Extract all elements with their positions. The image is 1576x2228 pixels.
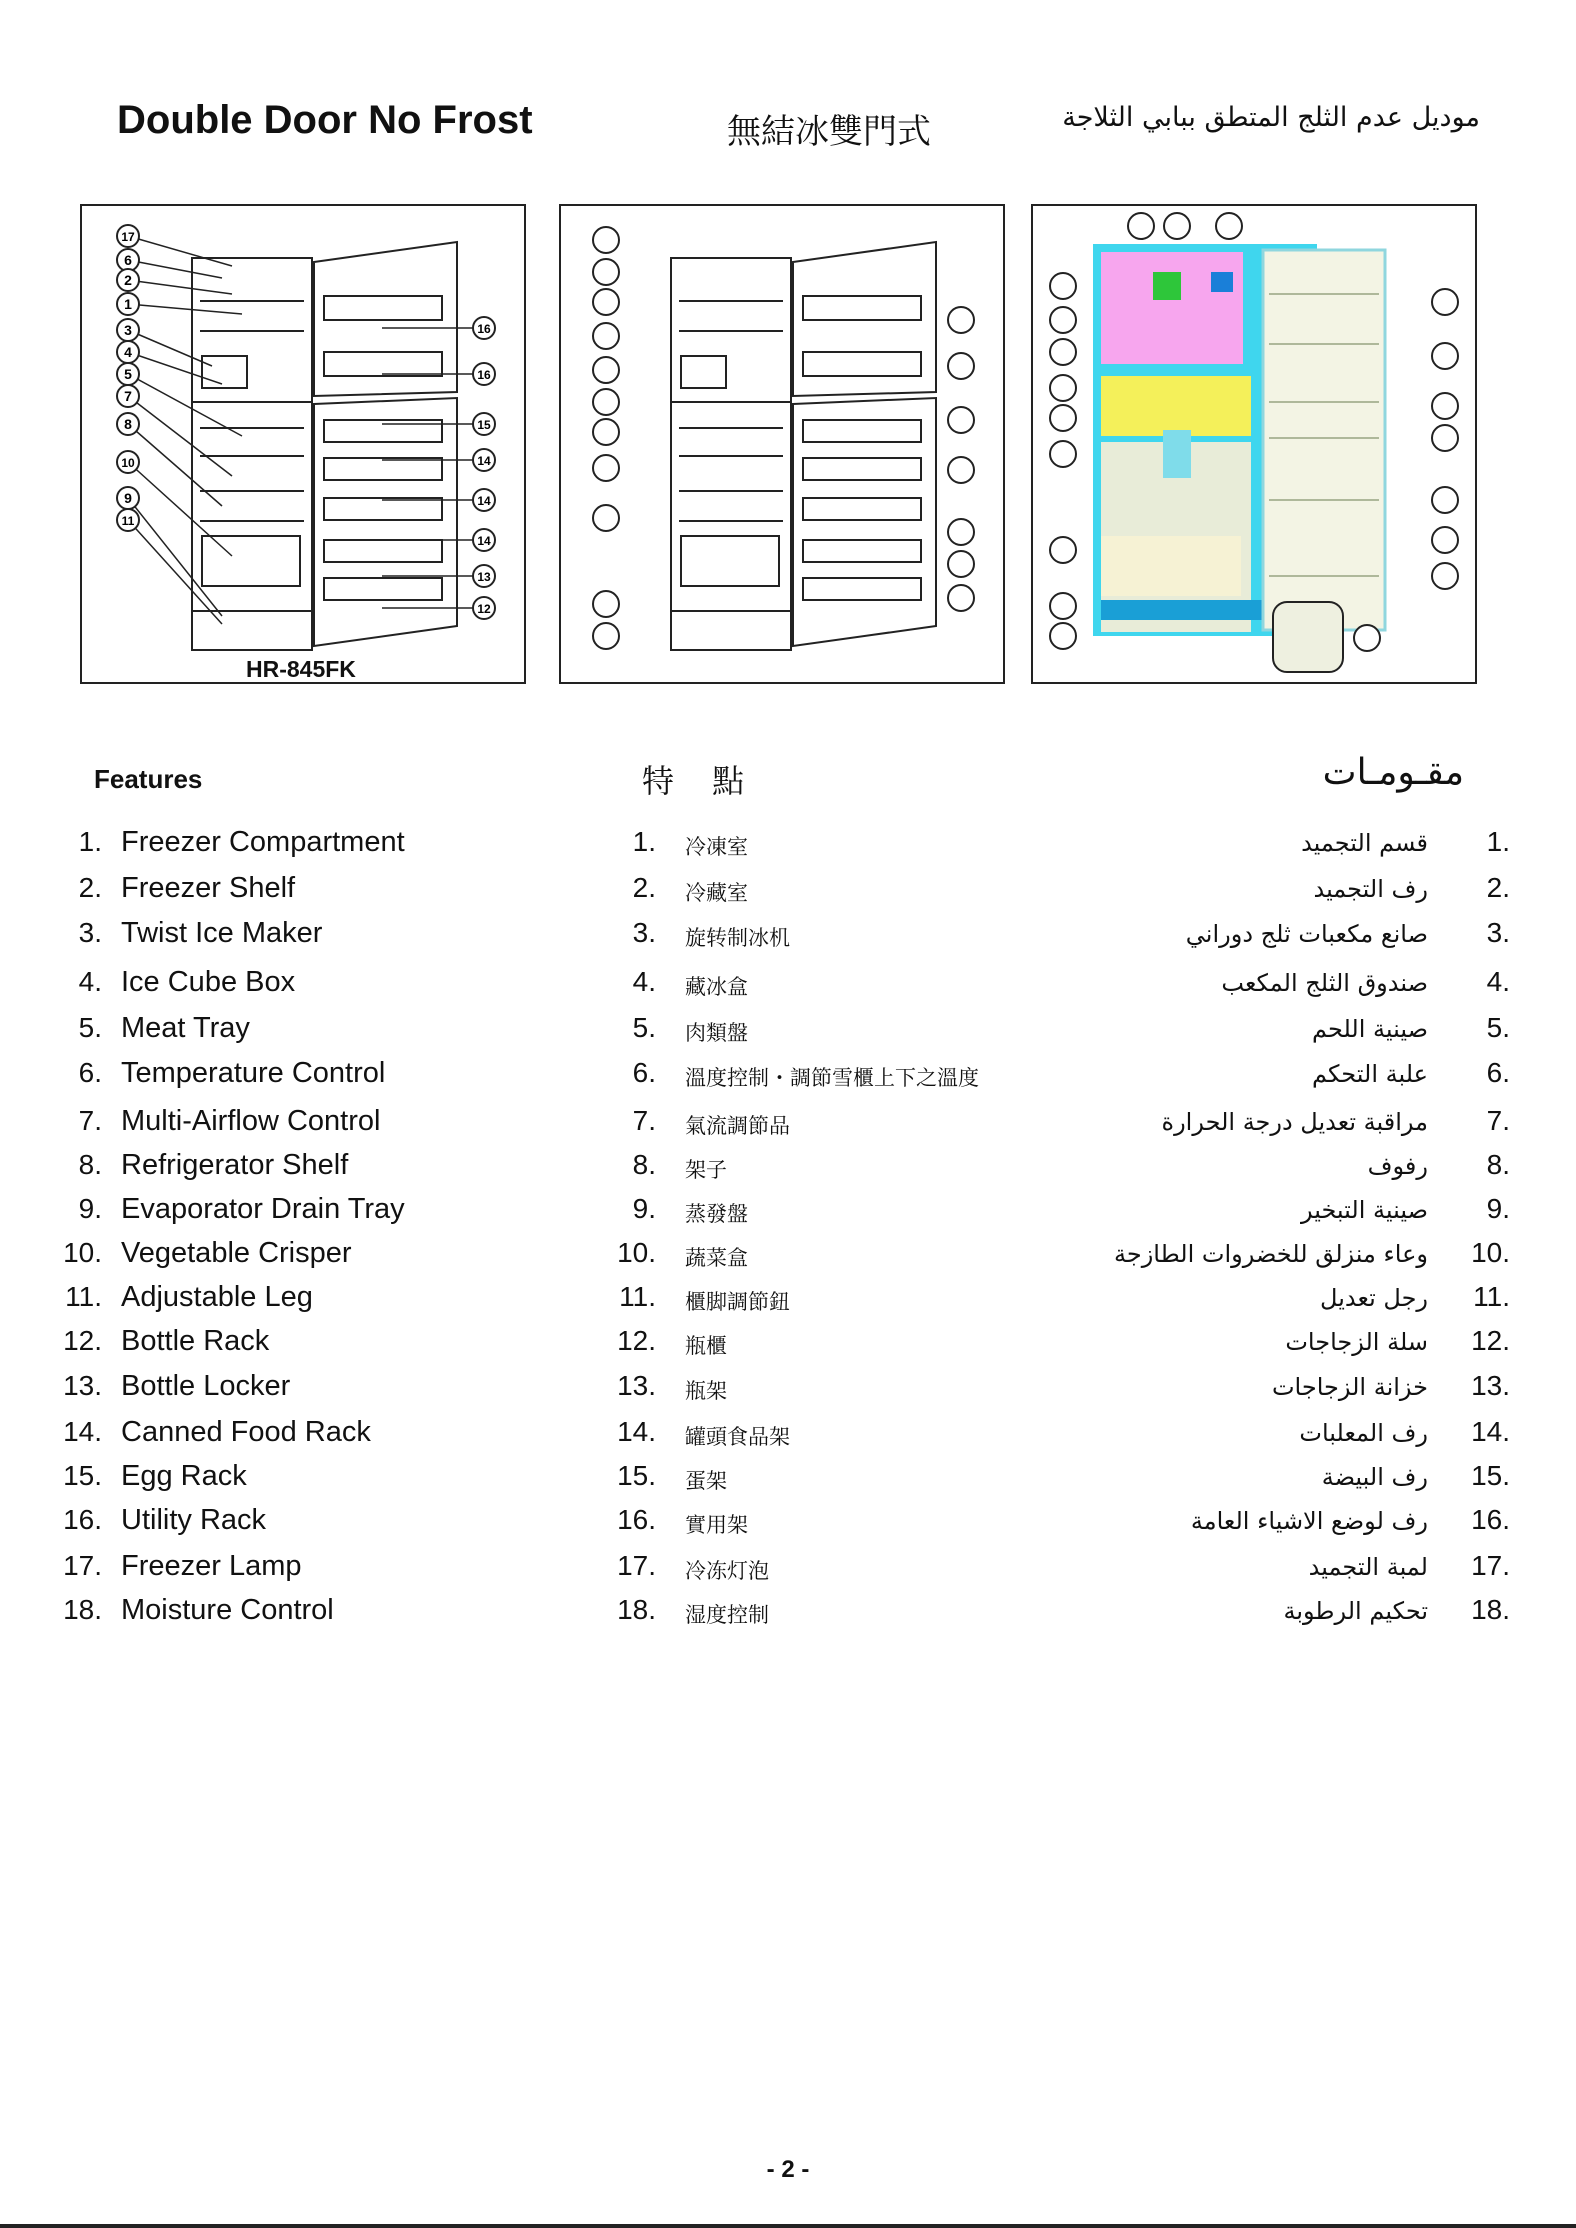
callout-leader	[128, 374, 242, 436]
feature-number-zh: 5.	[632, 1012, 656, 1043]
feature-name-en: Bottle Rack	[121, 1325, 270, 1357]
feature-number-zh: 12.	[617, 1325, 656, 1356]
feature-name-ar: قسم التجميد	[1301, 829, 1428, 857]
callout-number: 7	[124, 388, 132, 404]
callout-leader	[128, 304, 242, 314]
fridge-line-drawing	[82, 206, 526, 684]
feature-row	[0, 1237, 1576, 1277]
feature-number-ar: 9.	[1486, 1193, 1510, 1224]
feature-number-ar: 15.	[1471, 1460, 1510, 1491]
feature-row	[0, 1012, 1576, 1052]
feature-number-en: 3.	[78, 917, 102, 948]
callout-number: 11	[121, 514, 135, 528]
feature-name-zh: 瓶架	[685, 1379, 727, 1403]
feature-name-ar: وعاء منزلق للخضروات الطازجة	[1114, 1240, 1428, 1268]
feature-name-ar: صينية اللحم	[1312, 1015, 1428, 1043]
callout-number: 2	[124, 272, 132, 288]
callout-number: 3	[124, 322, 132, 338]
feature-number-zh: 2.	[632, 872, 656, 903]
callout-leader	[128, 498, 222, 616]
callout-leader	[128, 280, 232, 294]
feature-name-zh: 冷凍室	[685, 835, 748, 859]
callout-number: 14	[477, 494, 491, 508]
feature-number-zh: 8.	[632, 1149, 656, 1180]
callout-leader	[128, 236, 232, 266]
feature-number-ar: 2.	[1486, 872, 1510, 903]
feature-name-ar: رف لوضع الاشياء العامة	[1190, 1507, 1428, 1535]
feature-row	[0, 1325, 1576, 1365]
callout-leader	[128, 330, 212, 366]
feature-name-ar: علبة التحكم	[1312, 1060, 1428, 1088]
feature-number-ar: 14.	[1471, 1416, 1510, 1447]
callout-leader	[128, 462, 232, 556]
feature-name-zh: 瓶櫃	[685, 1334, 727, 1358]
feature-name-en: Refrigerator Shelf	[121, 1149, 349, 1181]
fridge-blank-callouts	[561, 206, 1005, 684]
feature-name-en: Adjustable Leg	[121, 1281, 313, 1313]
feature-number-zh: 1.	[632, 826, 656, 857]
feature-number-zh: 3.	[632, 917, 656, 948]
feature-number-zh: 15.	[617, 1460, 656, 1491]
feature-name-ar: رف المعلبات	[1299, 1419, 1428, 1447]
feature-number-en: 14.	[63, 1416, 102, 1447]
feature-number-zh: 4.	[632, 966, 656, 997]
feature-number-en: 16.	[63, 1504, 102, 1535]
feature-number-en: 13.	[63, 1370, 102, 1401]
feature-number-en: 2.	[78, 872, 102, 903]
callout-number: 15	[477, 418, 491, 432]
feature-number-zh: 16.	[617, 1504, 656, 1535]
fridge-colour-drawing	[1033, 206, 1477, 684]
feature-name-en: Freezer Shelf	[121, 872, 296, 904]
title-english: Double Door No Frost	[117, 98, 533, 142]
feature-name-zh: 旋转制冰机	[685, 926, 790, 950]
feature-number-en: 7.	[78, 1105, 102, 1136]
feature-row	[0, 1416, 1576, 1456]
feature-number-zh: 11.	[619, 1281, 656, 1312]
feature-number-zh: 17.	[617, 1550, 656, 1581]
page-bottom-rule	[0, 2224, 1576, 2228]
feature-name-zh: 湿度控制	[685, 1603, 769, 1627]
feature-row	[0, 1149, 1576, 1189]
feature-name-en: Bottle Locker	[121, 1370, 291, 1402]
feature-name-ar: تحكيم الرطوبة	[1283, 1597, 1428, 1625]
callout-number: 9	[124, 490, 132, 506]
callout-number: 6	[124, 252, 132, 268]
callout-number: 12	[477, 602, 491, 616]
feature-number-ar: 6.	[1486, 1057, 1510, 1088]
feature-number-en: 18.	[63, 1594, 102, 1625]
feature-number-en: 15.	[63, 1460, 102, 1491]
callout-number: 14	[477, 454, 491, 468]
features-heading-ar: مقـومـات	[1322, 752, 1464, 793]
feature-number-en: 11.	[65, 1281, 102, 1312]
feature-row	[0, 1504, 1576, 1544]
feature-name-zh: 架子	[685, 1158, 727, 1182]
feature-name-zh: 蔬菜盒	[685, 1246, 748, 1270]
feature-name-ar: صندوق الثلج المكعب	[1221, 969, 1428, 997]
feature-number-ar: 16.	[1471, 1504, 1510, 1535]
feature-number-en: 1.	[78, 826, 102, 857]
feature-name-zh: 罐頭食品架	[685, 1425, 790, 1449]
feature-number-zh: 7.	[632, 1105, 656, 1136]
callout-number: 16	[477, 368, 491, 382]
feature-name-ar: رف البيضة	[1321, 1463, 1428, 1491]
feature-name-zh: 櫃脚調節鈕	[685, 1290, 790, 1314]
feature-name-en: Egg Rack	[121, 1460, 247, 1492]
feature-number-en: 17.	[63, 1550, 102, 1581]
feature-name-en: Evaporator Drain Tray	[121, 1193, 405, 1225]
diagram-panel-colour	[1031, 204, 1477, 684]
feature-name-zh: 實用架	[685, 1513, 748, 1537]
feature-row	[0, 1460, 1576, 1500]
feature-name-ar: سلة الزجاجات	[1285, 1328, 1428, 1356]
callout-number: 14	[477, 534, 491, 548]
feature-row	[0, 1105, 1576, 1145]
feature-row	[0, 826, 1576, 866]
title-arabic: موديل عدم الثلج المتطق ببابي الثلاجة	[1062, 102, 1480, 133]
feature-name-zh: 蛋架	[685, 1469, 727, 1493]
feature-number-ar: 11.	[1473, 1281, 1510, 1312]
feature-name-zh: 溫度控制・調節雪櫃上下之溫度	[685, 1066, 979, 1090]
feature-name-ar: مراقبة تعديل درجة الحرارة	[1161, 1108, 1428, 1136]
feature-number-en: 8.	[78, 1149, 102, 1180]
feature-name-zh: 氣流調節品	[685, 1114, 790, 1138]
features-heading-zh: 特 點	[642, 762, 759, 800]
feature-row	[0, 1370, 1576, 1410]
feature-number-ar: 7.	[1486, 1105, 1510, 1136]
feature-number-zh: 6.	[632, 1057, 656, 1088]
callout-number: 1	[124, 296, 132, 312]
feature-name-en: Utility Rack	[121, 1504, 267, 1536]
feature-name-ar: رفوف	[1367, 1152, 1428, 1180]
feature-name-en: Temperature Control	[121, 1057, 386, 1089]
feature-number-zh: 10.	[617, 1237, 656, 1268]
feature-number-zh: 18.	[617, 1594, 656, 1625]
title-chinese: 無結冰雙門式	[727, 112, 931, 152]
feature-name-en: Canned Food Rack	[121, 1416, 371, 1448]
feature-row	[0, 966, 1576, 1006]
feature-name-ar: صينية التبخير	[1300, 1196, 1428, 1224]
diagram-panel-blank	[559, 204, 1005, 684]
feature-name-en: Multi-Airflow Control	[121, 1105, 381, 1137]
feature-number-ar: 8.	[1486, 1149, 1510, 1180]
feature-row	[0, 1057, 1576, 1097]
feature-number-zh: 9.	[632, 1193, 656, 1224]
feature-name-ar: خزانة الزجاجات	[1271, 1373, 1428, 1401]
callout-number: 13	[477, 570, 491, 584]
callout-number: 5	[124, 366, 132, 382]
callout-number: 10	[121, 456, 135, 470]
feature-name-zh: 蒸發盤	[685, 1202, 748, 1226]
feature-row	[0, 1193, 1576, 1233]
feature-name-ar: رف التجميد	[1313, 875, 1428, 903]
feature-name-en: Ice Cube Box	[121, 966, 296, 998]
feature-name-zh: 冷冻灯泡	[685, 1559, 769, 1583]
feature-name-en: Moisture Control	[121, 1594, 334, 1626]
feature-number-en: 6.	[78, 1057, 102, 1088]
feature-name-en: Freezer Lamp	[121, 1550, 302, 1582]
feature-name-zh: 藏冰盒	[685, 975, 748, 999]
feature-number-en: 4.	[78, 966, 102, 997]
feature-number-ar: 5.	[1486, 1012, 1510, 1043]
callout-number: 16	[477, 322, 491, 336]
feature-number-en: 9.	[78, 1193, 102, 1224]
feature-number-en: 12.	[63, 1325, 102, 1356]
feature-number-en: 10.	[63, 1237, 102, 1268]
feature-number-en: 5.	[78, 1012, 102, 1043]
feature-name-en: Freezer Compartment	[121, 826, 405, 858]
feature-number-ar: 10.	[1471, 1237, 1510, 1268]
feature-number-ar: 17.	[1471, 1550, 1510, 1581]
feature-number-ar: 1.	[1486, 826, 1510, 857]
feature-name-en: Meat Tray	[121, 1012, 250, 1044]
feature-number-zh: 14.	[617, 1416, 656, 1447]
callout-number: 4	[124, 344, 132, 360]
feature-name-en: Vegetable Crisper	[121, 1237, 352, 1269]
feature-row	[0, 917, 1576, 957]
feature-row	[0, 872, 1576, 912]
callout-leader	[128, 396, 232, 476]
page-number: - 2 -	[766, 2156, 810, 2183]
feature-name-zh: 肉類盤	[685, 1021, 748, 1045]
callout-leader	[128, 260, 222, 278]
callout-number: 17	[121, 230, 135, 244]
feature-number-ar: 13.	[1471, 1370, 1510, 1401]
diagram-panel-labelled	[80, 204, 526, 684]
model-label: HR-845FK	[246, 656, 356, 682]
feature-number-ar: 4.	[1486, 966, 1510, 997]
feature-name-ar: لمبة التجميد	[1308, 1553, 1428, 1581]
features-heading-en: Features	[94, 764, 203, 794]
feature-row	[0, 1550, 1576, 1590]
feature-row	[0, 1594, 1576, 1634]
feature-name-ar: رجل تعديل	[1320, 1284, 1428, 1312]
feature-number-ar: 12.	[1471, 1325, 1510, 1356]
feature-name-zh: 冷藏室	[685, 881, 748, 905]
feature-row	[0, 1281, 1576, 1321]
callout-leader	[128, 424, 222, 506]
feature-name-en: Twist Ice Maker	[121, 917, 323, 949]
feature-number-ar: 18.	[1471, 1594, 1510, 1625]
feature-number-ar: 3.	[1486, 917, 1510, 948]
callout-number: 8	[124, 416, 132, 432]
feature-name-ar: صانع مكعبات ثلج دوراني	[1185, 920, 1428, 948]
feature-number-zh: 13.	[617, 1370, 656, 1401]
